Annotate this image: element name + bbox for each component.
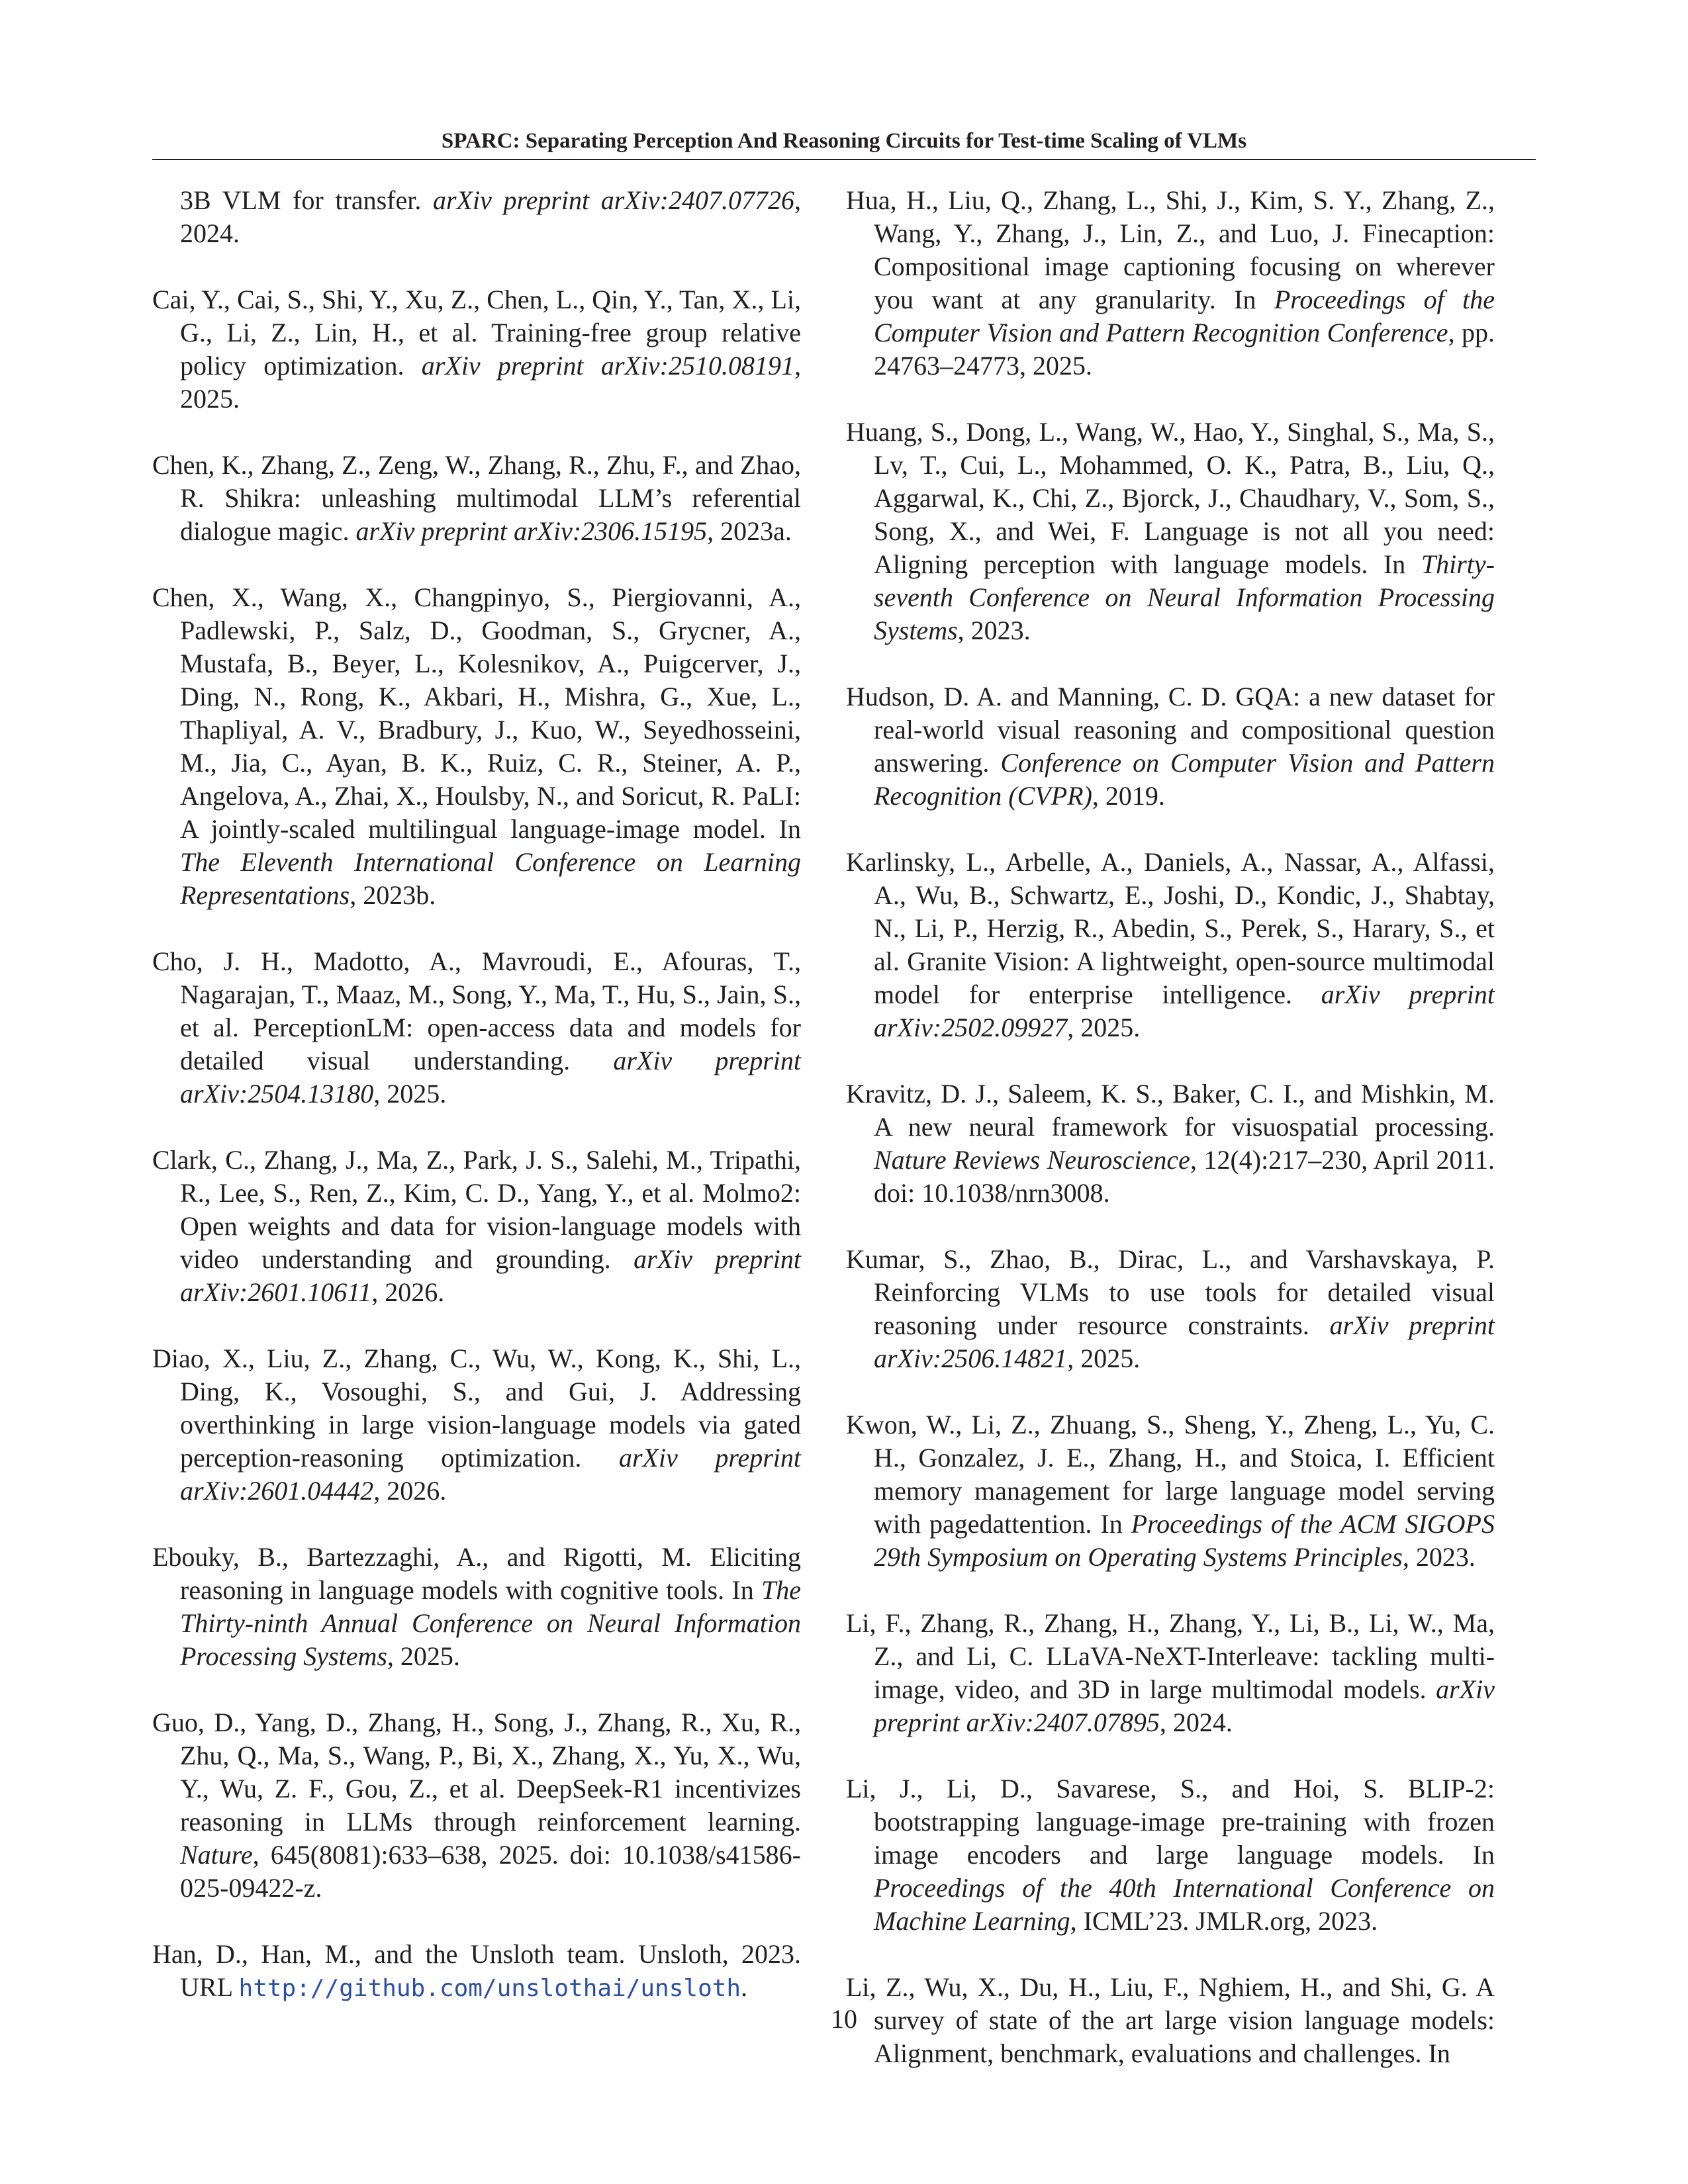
reference-entry: Li, Z., Wu, X., Du, H., Liu, F., Nghiem, H., and Shi, G. A survey of state of the art large vision language models: Alignment, benchmark, evaluations and challenges. In [846, 1972, 1495, 2068]
reference-url-link[interactable]: http://github.com/unslothai/unsloth [238, 1975, 741, 2002]
reference-entry: Guo, D., Yang, D., Zhang, H., Song, J., Zhang, R., Xu, R., Zhu, Q., Ma, S., Wang, P., Bi, X., Zhang, X., Yu, X., Wu, Y., Wu, Z. F., Gou, Z., et al. DeepSeek-R1 incentivizes reasoning in LLMs through reinforcement learning. Nature, 645(8081):633–638, 2025. doi: 10.1038/s41586-025-09422-z. [152, 1707, 801, 1903]
reference-entry: Kwon, W., Li, Z., Zhuang, S., Sheng, Y., Zheng, L., Yu, C. H., Gonzalez, J. E., Zhang, H., and Stoica, I. Efficient memory management for large language model serving with pagedattention. In Proceedings of the ACM SIGOPS 29th Symposium on Operating Systems Principles, 2023. [846, 1410, 1495, 1572]
reference-entry: Chen, K., Zhang, Z., Zeng, W., Zhang, R., Zhu, F., and Zhao, R. Shikra: unleashing multimodal LLM’s referential dialogue magic. arXiv preprint arXiv:2306.15195, 2023a. [152, 450, 801, 546]
page-number: 10 [831, 2004, 857, 2034]
reference-entry: Kumar, S., Zhao, B., Dirac, L., and Varshavskaya, P. Reinforcing VLMs to use tools for detailed visual reasoning under resource constraints. arXiv preprint arXiv:2506.14821, 2025. [846, 1244, 1495, 1373]
reference-entry: Cho, J. H., Madotto, A., Mavroudi, E., Afouras, T., Nagarajan, T., Maaz, M., Song, Y., Ma, T., Hu, S., Jain, S., et al. PerceptionLM: open-access data and models for detailed visual understanding. arXiv preprint arXiv:2504.13180, 2025. [152, 946, 801, 1109]
running-head: SPARC: Separating Perception And Reasoning Circuits for Test-time Scaling of VLMs [441, 129, 1247, 153]
reference-entry: Li, F., Zhang, R., Zhang, H., Zhang, Y., Li, B., Li, W., Ma, Z., and Li, C. LLaVA-NeXT-Interleave: tackling multi-image, video, and 3D in large multimodal models. arXiv preprint arXiv:2407.07895, 2024. [846, 1608, 1495, 1737]
reference-entry: Huang, S., Dong, L., Wang, W., Hao, Y., Singhal, S., Ma, S., Lv, T., Cui, L., Mohammed, O. K., Patra, B., Liu, Q., Aggarwal, K., Chi, Z., Bjorck, J., Chaudhary, V., Som, S., Song, X., and Wei, F. Language is not all you need: Aligning perception with language models. In Thirty-seventh Conference on Neural Information Processing Systems, 2023. [846, 417, 1495, 645]
reference-entry: Diao, X., Liu, Z., Zhang, C., Wu, W., Kong, K., Shi, L., Ding, K., Vosoughi, S., and Gui, J. Addressing overthinking in large vision-language models via gated perception-reasoning optimization. arXiv preprint arXiv:2601.04442, 2026. [152, 1343, 802, 1506]
reference-entry: Ebouky, B., Bartezzaghi, A., and Rigotti, M. Eliciting reasoning in language models with cognitive tools. In The Thirty-ninth Annual Conference on Neural Information Processing Systems, 2025. [152, 1542, 801, 1671]
header-rule [152, 159, 1536, 160]
reference-entry: Hudson, D. A. and Manning, C. D. GQA: a new dataset for real-world visual reasoning and compositional question answering. Conference on Computer Vision and Pattern Recognition (CVPR), 2019. [846, 682, 1495, 811]
reference-entry: Han, D., Han, M., and the Unsloth team. Unsloth, 2023. URL http://github.com/unslothai/unsloth. [152, 1939, 801, 2002]
reference-entry: Karlinsky, L., Arbelle, A., Daniels, A., Nassar, A., Alfassi, A., Wu, B., Schwartz, E., Joshi, D., Kondic, J., Shabtay, N., Li, P., Herzig, R., Abedin, S., Perek, S., Harary, S., et al. Granite Vision: A lightweight, open-source multimodal model for enterprise intelligence. arXiv preprint arXiv:2502.09927, 2025. [846, 847, 1495, 1042]
reference-entry: Cai, Y., Cai, S., Shi, Y., Xu, Z., Chen, L., Qin, Y., Tan, X., Li, G., Li, Z., Lin, H., et al. Training-free group relative policy optimization. arXiv preprint arXiv:2510.08191, 2025. [152, 285, 802, 414]
reference-entry: Chen, X., Wang, X., Changpinyo, S., Piergiovanni, A., Padlewski, P., Salz, D., Goodman, S., Grycner, A., Mustafa, B., Beyer, L., Kolesnikov, A., Puigcerver, J., Ding, N., Rong, K., Akbari, H., Mishra, G., Xue, L., Thapliyal, A. V., Bradbury, J., Kuo, W., Seyedhosseini, M., Jia, C., Ayan, B. K., Ruiz, C. R., Steiner, A. P., Angelova, A., Zhai, X., Houlsby, N., and Soricut, R. PaLI: A jointly-scaled multilingual language-image model. In The Eleventh International Conference on Learning Representations, 2023b. [152, 582, 801, 910]
reference-entry: Hua, H., Liu, Q., Zhang, L., Shi, J., Kim, S. Y., Zhang, Z., Wang, Y., Zhang, J., Lin, Z., and Luo, J. Finecaption: Compositional image captioning focusing on wherever you want at any granularity. In Proceedings of the Computer Vision and Pattern Recognition Conference, pp. 24763–24773, 2025. [846, 185, 1495, 381]
references-right-column [846, 184, 1495, 2103]
reference-entry: Clark, C., Zhang, J., Ma, Z., Park, J. S., Salehi, M., Tripathi, R., Lee, S., Ren, Z., Kim, C. D., Yang, Y., et al. Molmo2: Open weights and data for vision-language models with video understanding and grounding. arXiv preprint arXiv:2601.10611, 2026. [152, 1145, 801, 1307]
reference-entry: 3B VLM for transfer. arXiv preprint arXiv:2407.07726, 2024. [180, 185, 801, 248]
reference-entry: Li, J., Li, D., Savarese, S., and Hoi, S. BLIP-2: bootstrapping language-image pre-training with frozen image encoders and large language models. In Proceedings of the 40th International Conference on Machine Learning, ICML’23. JMLR.org, 2023. [846, 1774, 1495, 1936]
reference-entry: Kravitz, D. J., Saleem, K. S., Baker, C. I., and Mishkin, M. A new neural framework for visuospatial processing. Nature Reviews Neuroscience, 12(4):217–230, April 2011. doi: 10.1038/nrn3008. [846, 1079, 1495, 1208]
references-left-column [152, 184, 801, 2038]
